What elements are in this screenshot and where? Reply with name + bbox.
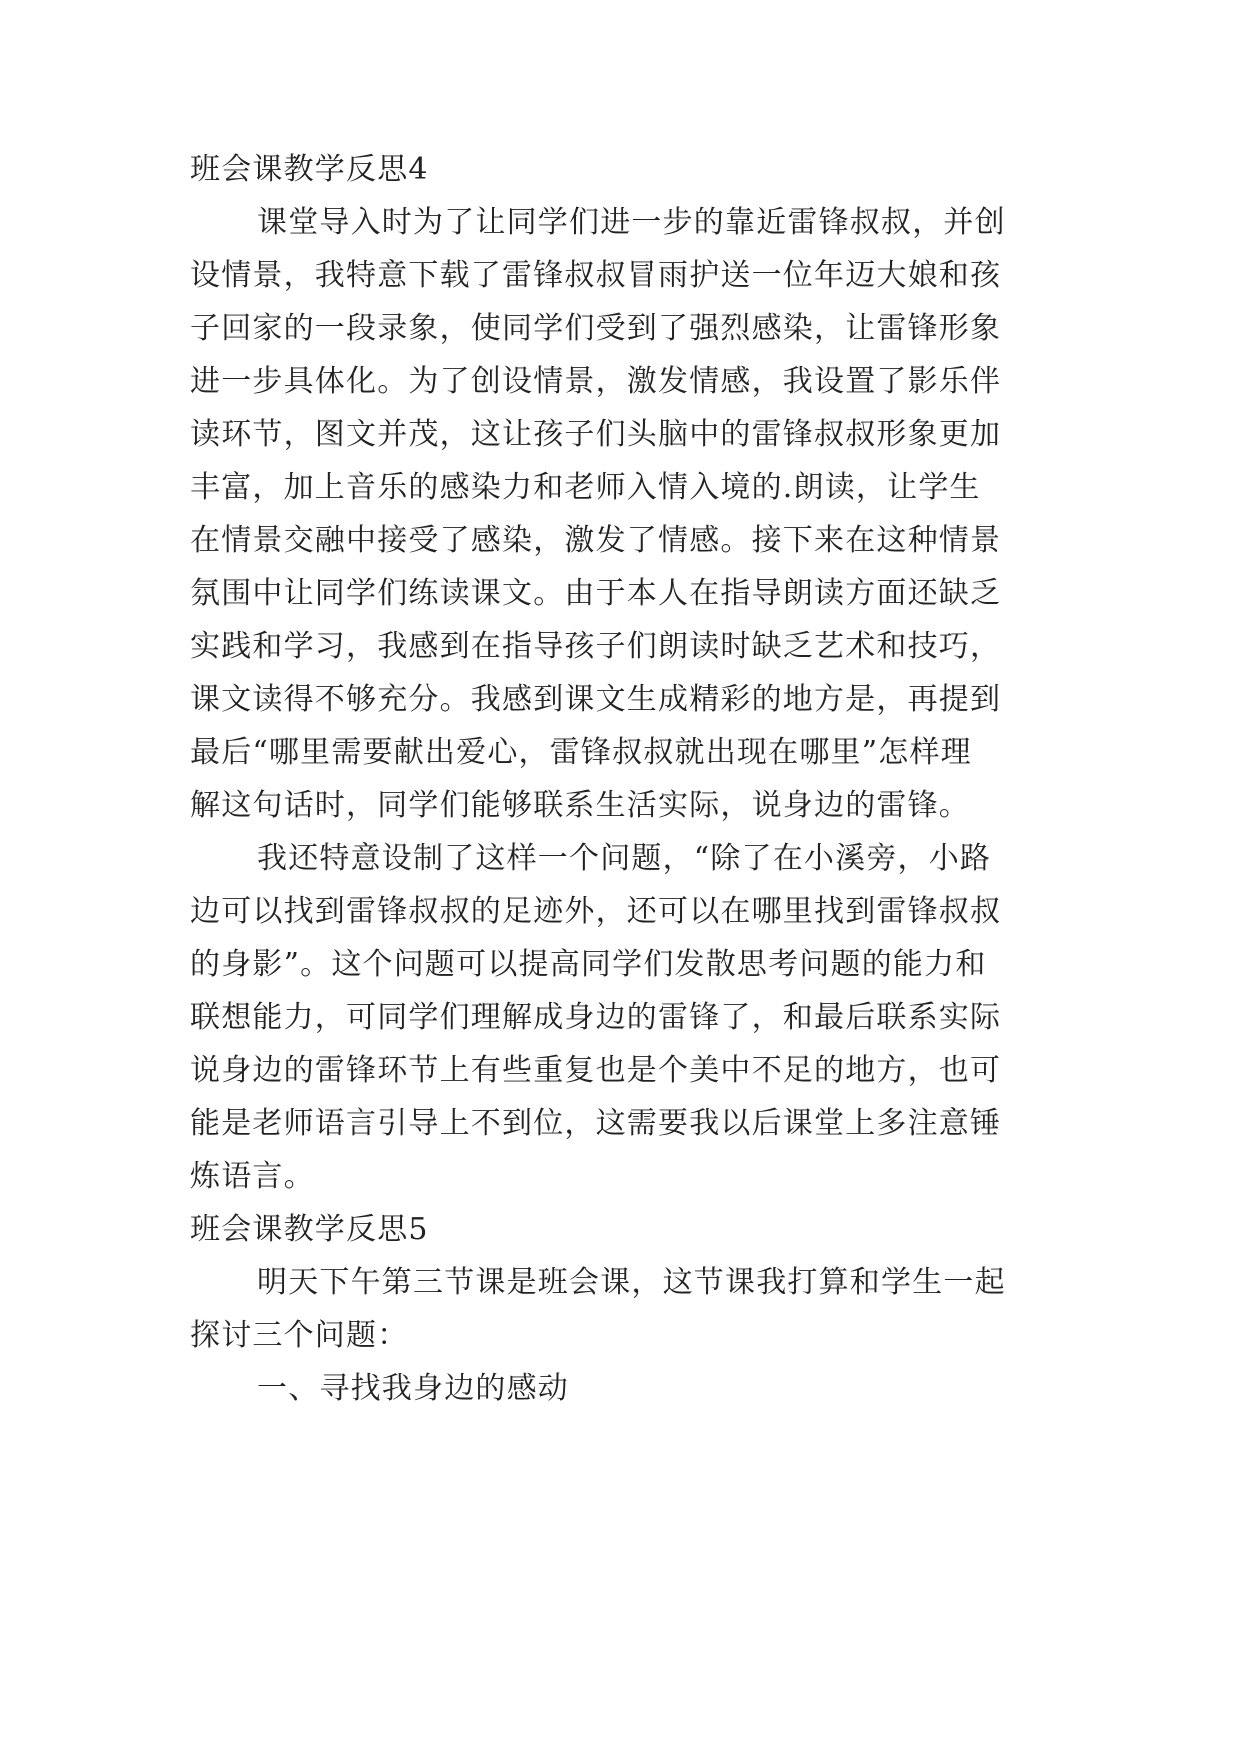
paragraph-line: 明天下午第三节课是班会课，这节课我打算和学生一起 [257,1265,1006,1300]
paragraph-line: 子回家的一段录象，使同学们受到了强烈感染，让雷锋形象 [190,311,1002,346]
paragraph-line: 炼语言。 [190,1159,315,1194]
paragraph-line: 在情景交融中接受了感染，激发了情感。接下来在这种情景 [190,523,1002,558]
paragraph-line: 联想能力，可同学们理解成身边的雷锋了，和最后联系实际 [190,1000,1002,1035]
paragraph-line: 能是老师语言引导上不到位，这需要我以后课堂上多注意锤 [190,1106,1002,1141]
paragraph-line: 实践和学习，我感到在指导孩子们朗读时缺乏艺术和技巧， [190,629,1002,664]
section-5-heading: 班会课教学反思5 [190,1212,429,1247]
paragraph-line: 进一步具体化。为了创设情景，激发情感，我设置了影乐伴 [190,364,1002,399]
paragraph-line: 我还特意设制了这样一个问题，“除了在小溪旁，小路 [257,841,992,876]
paragraph-line: 边可以找到雷锋叔叔的足迹外，还可以在哪里找到雷锋叔叔 [190,894,1002,929]
paragraph-line: 的身影”。这个问题可以提高同学们发散思考问题的能力和 [190,947,987,982]
paragraph-line: 读环节，图文并茂，这让孩子们头脑中的雷锋叔叔形象更加 [190,417,1002,452]
paragraph-line: 丰富，加上音乐的感染力和老师入情入境的.朗读，让学生 [190,470,981,505]
paragraph-line: 设情景，我特意下载了雷锋叔叔冒雨护送一位年迈大娘和孩 [190,258,1002,293]
paragraph-line: 课堂导入时为了让同学们进一步的靠近雷锋叔叔，并创 [257,205,1006,240]
paragraph-line: 解这句话时，同学们能够联系生活实际，说身边的雷锋。 [190,788,970,823]
paragraph-line: 探讨三个问题： [190,1318,409,1353]
section-4-heading: 班会课教学反思4 [190,152,429,187]
paragraph-line: 最后“哪里需要献出爱心，雷锋叔叔就出现在哪里”怎样理 [190,735,972,770]
paragraph-line: 氛围中让同学们练读课文。由于本人在指导朗读方面还缺乏 [190,576,1002,611]
list-item: 一、寻找我身边的感动 [257,1371,569,1406]
paragraph-line: 课文读得不够充分。我感到课文生成精彩的地方是，再提到 [190,682,1002,717]
paragraph-line: 说身边的雷锋环节上有些重复也是个美中不足的地方，也可 [190,1053,1002,1088]
